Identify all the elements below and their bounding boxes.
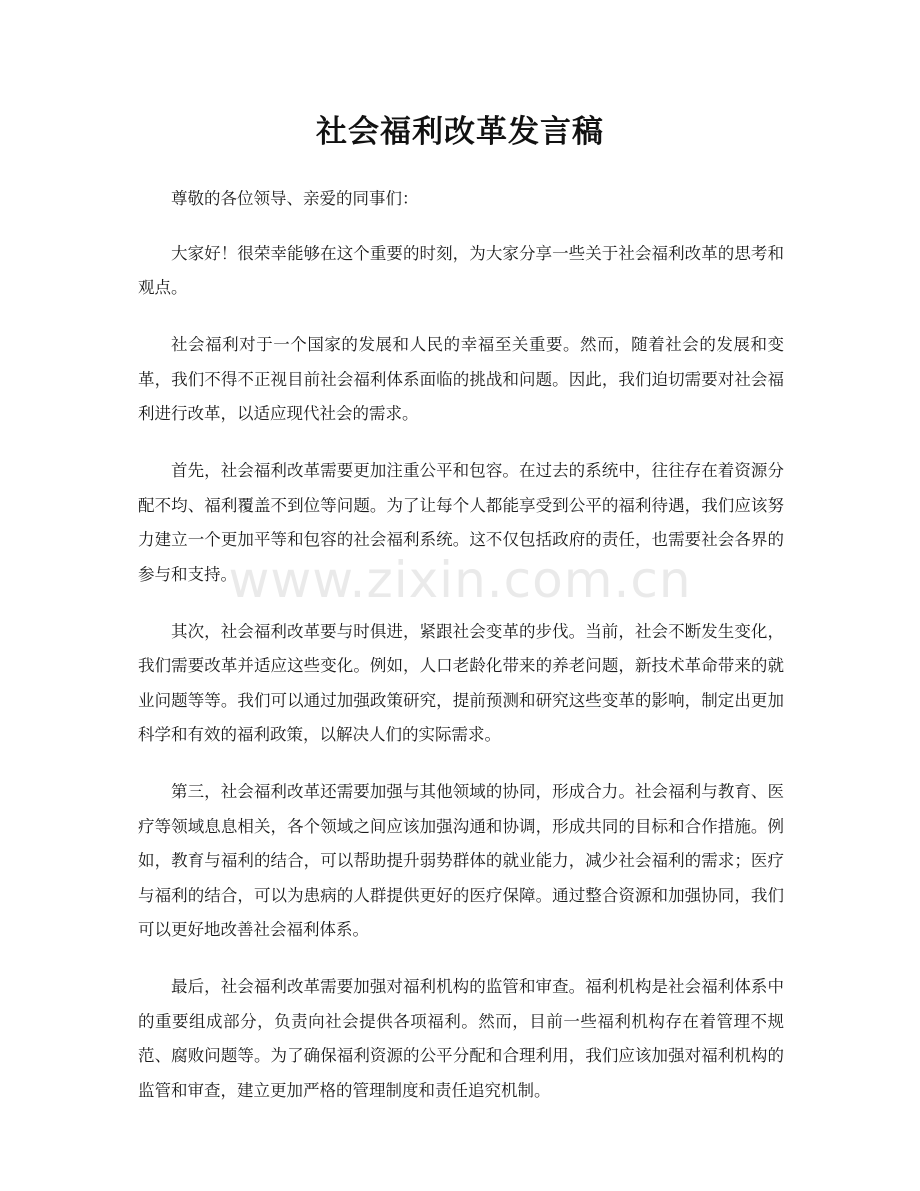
paragraph-third-point: 第三，社会福利改革还需要加强与其他领域的协同，形成合力。社会福利与教育、医疗等领域息息相关，各个领域之间应该加强沟通和协调，形成共同的目标和合作措施。例如，教育与福利的结合，可以帮助提升弱势群体的就业能力，减少社会福利的需求；医疗与福利的结合，可以为患病的人群提供更好的医疗保障。通过整合资源和加强协同，我们可以更好地改善社会福利体系。 (138, 782, 784, 939)
paragraph-introduction: 社会福利对于一个国家的发展和人民的幸福至关重要。然而，随着社会的发展和变革，我们不得不正视目前社会福利体系面临的挑战和问题。因此，我们迫切需要对社会福利进行改革，以适应现代社会的需求。 (138, 335, 784, 423)
document-body (138, 182, 784, 1131)
watermark: www.zixin.com.cn (228, 551, 692, 609)
paragraph-first-point: 首先，社会福利改革需要更加注重公平和包容。在过去的系统中，往往存在着资源分配不均、福利覆盖不到位等问题。为了让每个人都能享受到公平的福利待遇，我们应该努力建立一个更加平等和包容的社会福利系统。这不仅包括政府的责任，也需要社会各界的参与和支持。 (138, 461, 784, 584)
salutation: 尊敬的各位领导、亲爱的同事们： (171, 189, 419, 208)
paragraph-second-point: 其次，社会福利改革要与时俱进，紧跟社会变革的步伐。当前，社会不断发生变化，我们需要改革并适应这些变化。例如，人口老龄化带来的养老问题，新技术革命带来的就业问题等等。我们可以通过加强政策研究，提前预测和研究这些变革的影响，制定出更加科学和有效的福利政策，以解决人们的实际需求。 (138, 621, 784, 744)
document-title: 社会福利改革发言稿 (316, 114, 604, 150)
paragraph-final-point: 最后，社会福利改革需要加强对福利机构的监管和审查。福利机构是社会福利体系中的重要组成部分，负责向社会提供各项福利。然而，目前一些福利机构存在着管理不规范、腐败问题等。为了确保福利资源的公平分配和合理利用，我们应该加强对福利机构的监管和审查，建立更加严格的管理制度和责任追究机制。 (138, 977, 784, 1100)
paragraph-greeting: 大家好！很荣幸能够在这个重要的时刻，为大家分享一些关于社会福利改革的思考和观点。 (138, 243, 784, 297)
